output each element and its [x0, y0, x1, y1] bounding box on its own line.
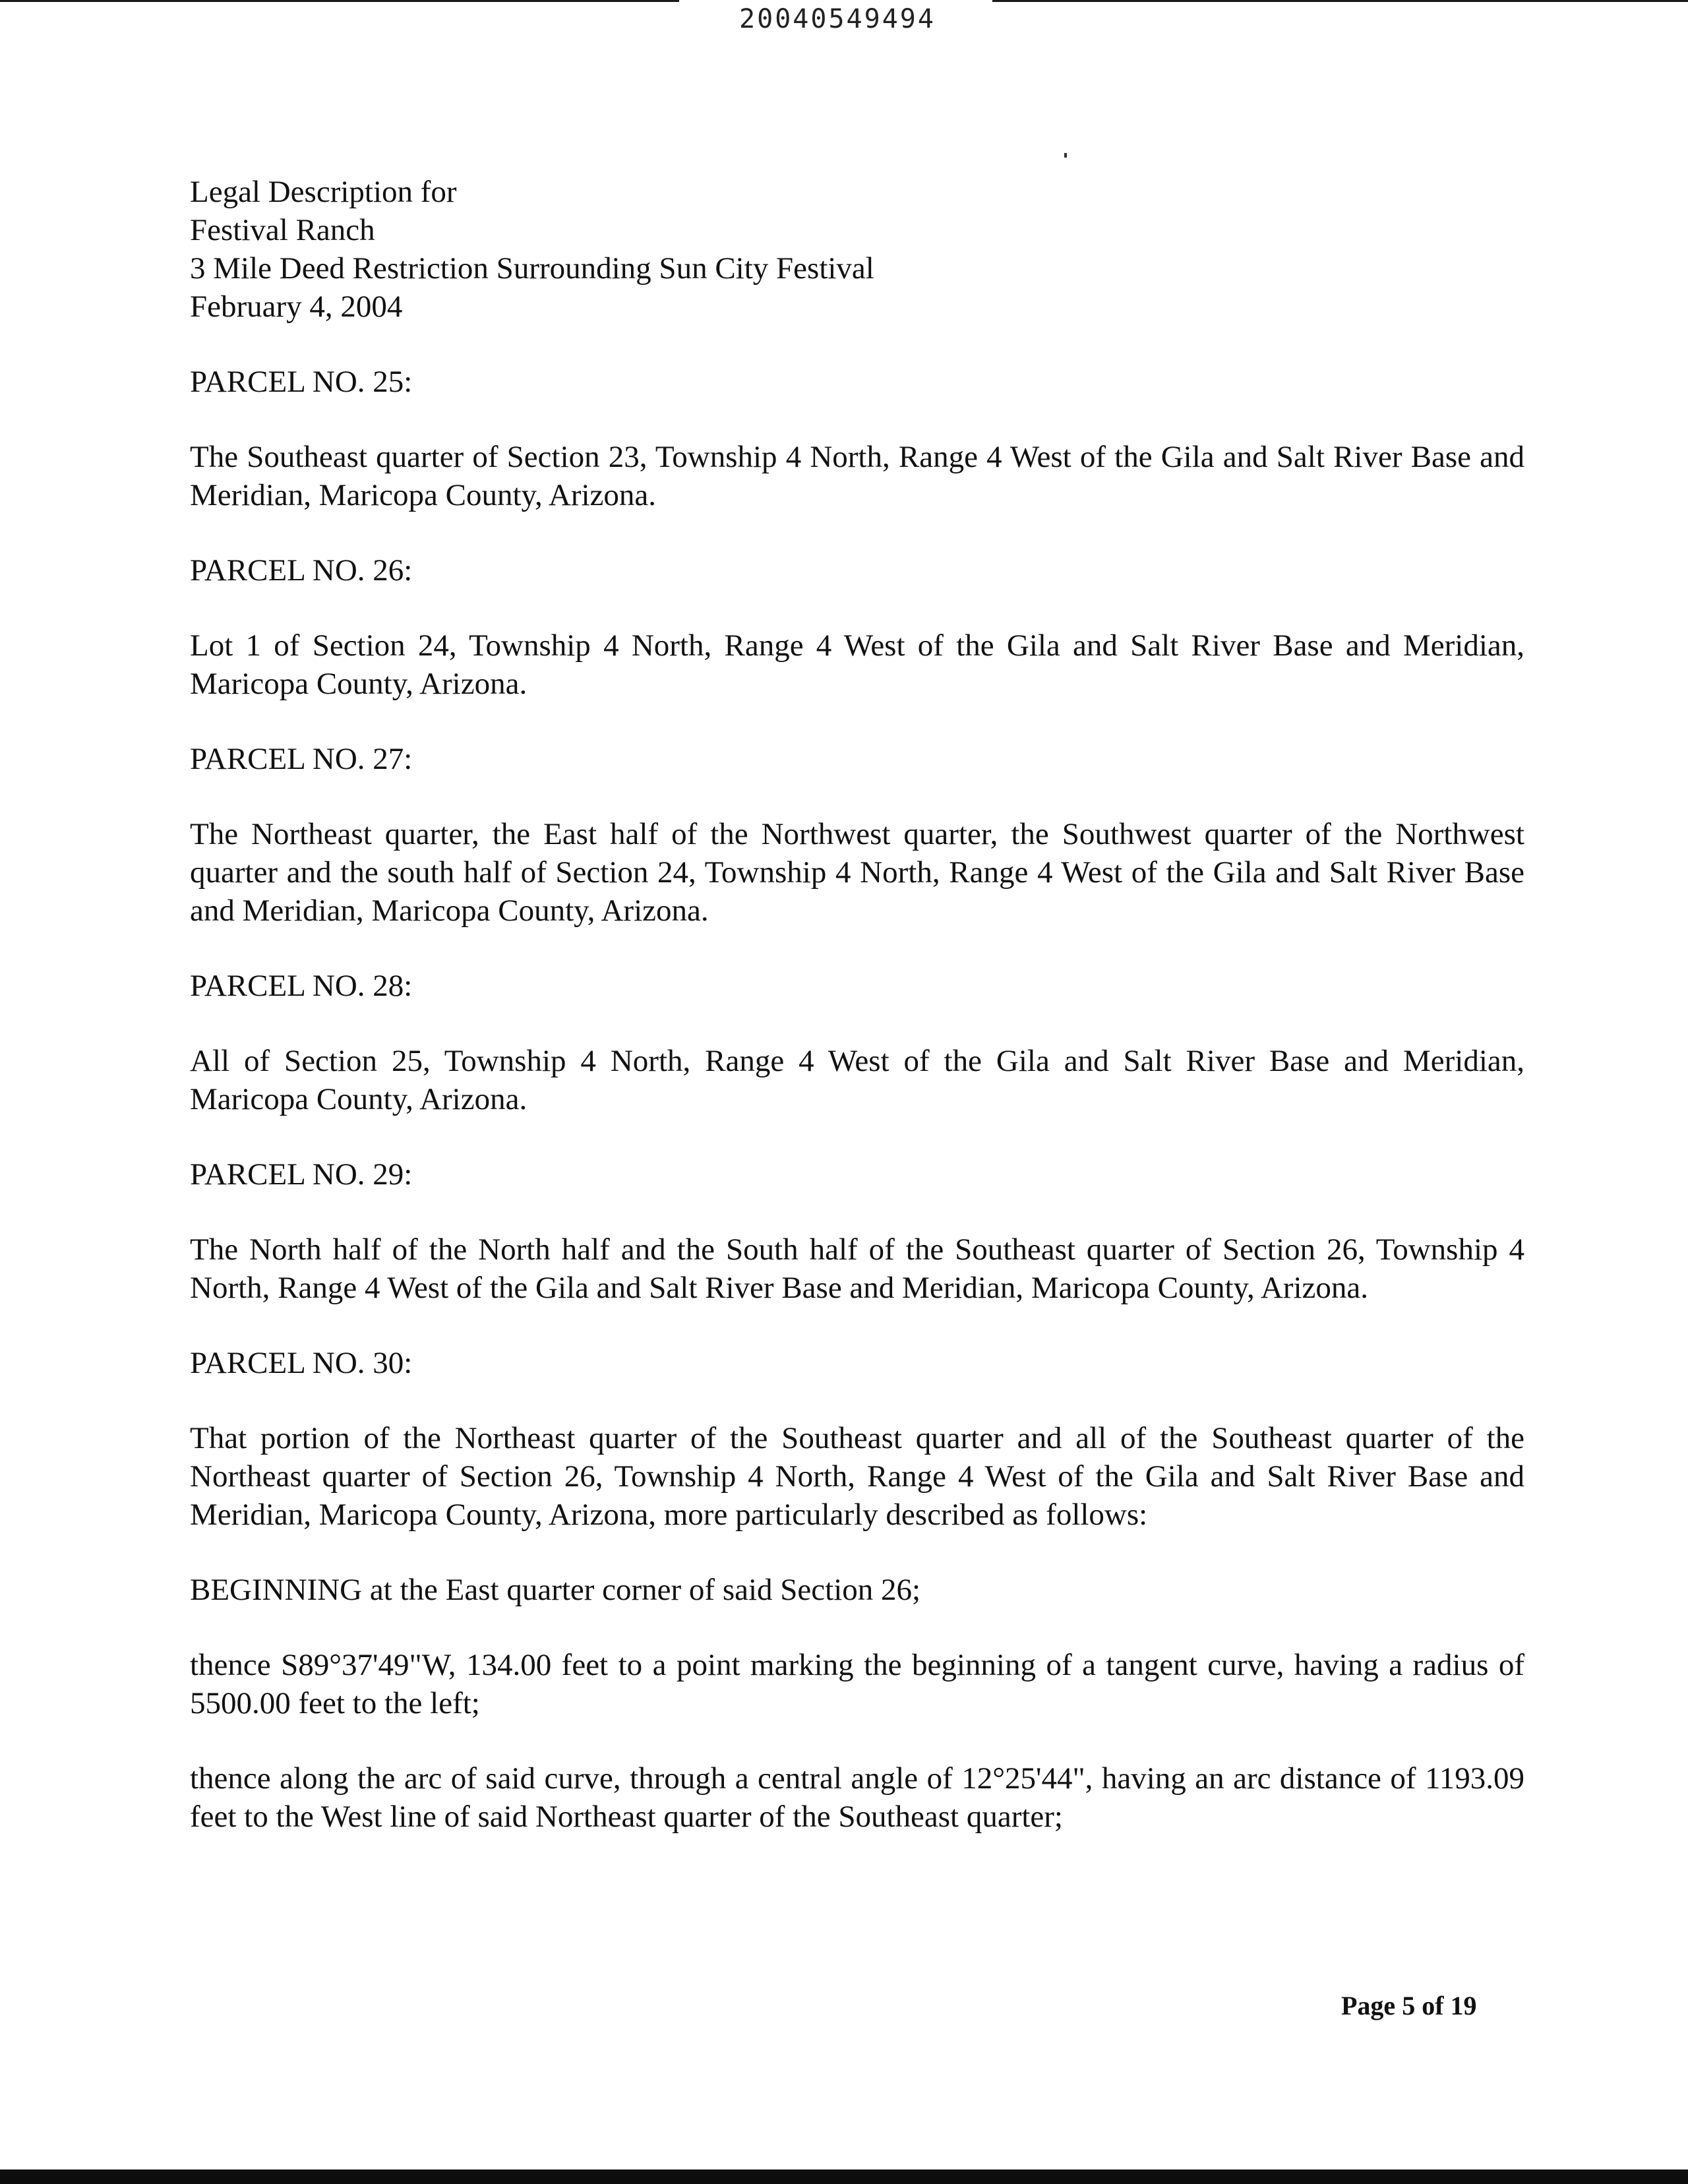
- top-border-left: [0, 0, 679, 2]
- parcel-30-course-2: thence along the arc of said curve, through a central angle of 12°25'44", having an arc distance of 1193.09 feet to the West line of said Northeast quarter of the Southeast quarter;: [190, 1761, 1524, 1834]
- title-line-2: Festival Ranch: [190, 213, 375, 247]
- document-body: [190, 173, 1524, 1836]
- top-border-right: [992, 0, 1688, 2]
- parcel-30-course-1: thence S89°37'49"W, 134.00 feet to a point marking the beginning of a tangent curve, having a radius of 5500.00 feet to the left;: [190, 1648, 1524, 1720]
- parcel-27-heading: PARCEL NO. 27:: [190, 742, 413, 776]
- page-number: Page 5 of 19: [1341, 1991, 1477, 2020]
- bottom-border: [0, 2169, 1688, 2184]
- parcel-28-description: All of Section 25, Township 4 North, Range 4 West of the Gila and Salt River Base and Meridian, Maricopa County, Arizona.: [190, 1044, 1524, 1116]
- title-line-3: 3 Mile Deed Restriction Surrounding Sun City Festival: [190, 251, 874, 286]
- title-block: [190, 173, 1524, 326]
- parcel-30-description: That portion of the Northeast quarter of the Southeast quarter and all of the Southeast quarter of the Northeast quarter of Section 26, Township 4 North, Range 4 West of the Gila and Salt River Base and Meridian, Maricopa County, Arizona, more particularly described as follows:: [190, 1421, 1524, 1532]
- parcel-29-description: The North half of the North half and the South half of the Southeast quarter of Section 26, Township 4 North, Range 4 West of the Gila and Salt River Base and Meridian, Maricopa County, Arizona.: [190, 1232, 1524, 1305]
- parcel-30-beginning: BEGINNING at the East quarter corner of said Section 26;: [190, 1573, 921, 1607]
- parcel-28-heading: PARCEL NO. 28:: [190, 969, 413, 1003]
- parcel-26-heading: PARCEL NO. 26:: [190, 553, 413, 588]
- title-line-1: Legal Description for: [190, 175, 457, 209]
- document-number: 20040549494: [739, 4, 936, 34]
- parcel-27-description: The Northeast quarter, the East half of the Northwest quarter, the Southwest quarter of the Northwest quarter and the south half of Section 24, Township 4 North, Range 4 West of the Gila and Salt River Base and Meridian, Maricopa County, Arizona.: [190, 817, 1524, 928]
- parcel-29-heading: PARCEL NO. 29:: [190, 1157, 413, 1192]
- parcel-25-heading: PARCEL NO. 25:: [190, 365, 413, 399]
- title-line-4: February 4, 2004: [190, 289, 403, 324]
- parcel-25-description: The Southeast quarter of Section 23, Township 4 North, Range 4 West of the Gila and Salt River Base and Meridian, Maricopa County, Arizona.: [190, 440, 1524, 512]
- parcel-26-description: Lot 1 of Section 24, Township 4 North, Range 4 West of the Gila and Salt River Base and Meridian, Maricopa County, Arizona.: [190, 628, 1524, 701]
- scan-speck: [1064, 153, 1067, 158]
- parcel-30-heading: PARCEL NO. 30:: [190, 1346, 413, 1380]
